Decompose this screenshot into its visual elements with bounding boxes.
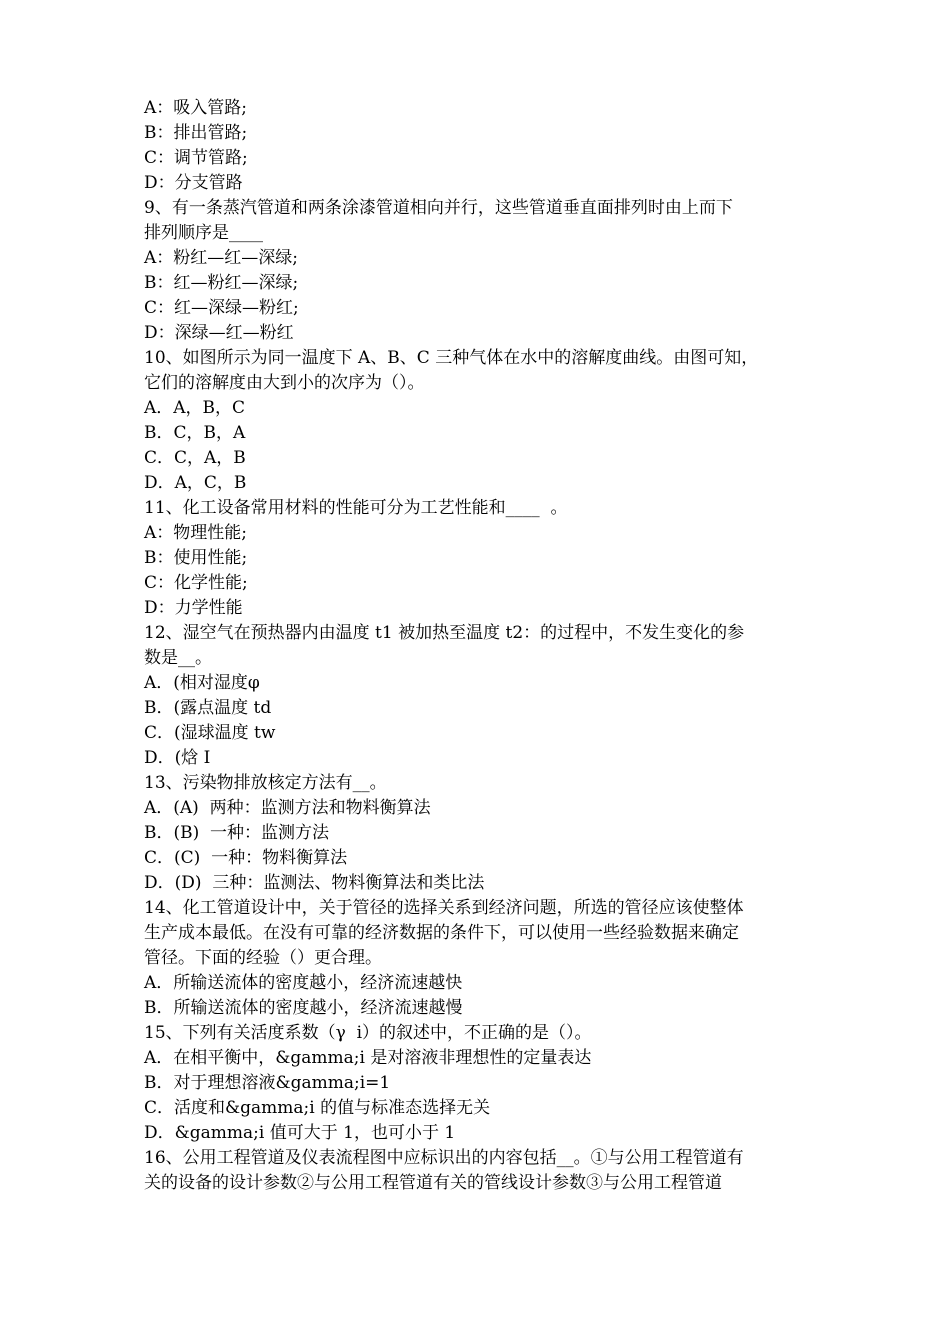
- question-text: [144, 496, 812, 521]
- question-line: 生产成本最低。在没有可靠的经济数据的条件下，可以使用一些经验数据来确定: [144, 923, 739, 943]
- option-b: B．C，B，A: [144, 423, 246, 443]
- option-d: D：深绿—红—粉红: [144, 323, 294, 343]
- question-13: [144, 771, 812, 896]
- option-d: D．(D) 三种：监测法、物料衡算法和类比法: [144, 873, 485, 893]
- question-line: 关的设备的设计参数②与公用工程管道有关的管线设计参数③与公用工程管道: [144, 1173, 722, 1193]
- document-page: [144, 96, 812, 1196]
- question-line: 10、如图所示为同一温度下 A、B、C 三种气体在水中的溶解度曲线。由图可知，: [144, 348, 759, 368]
- option-d: D：分支管路: [144, 173, 243, 193]
- option-b: B．所输送流体的密度越小，经济流速越慢: [144, 998, 463, 1018]
- option-b: B．(B) 一种：监测方法: [144, 823, 330, 843]
- question-line: 数是__。: [144, 648, 212, 668]
- question-15: [144, 1021, 812, 1146]
- option-d: D．&gamma;i 值可大于 1，也可小于 1: [144, 1123, 456, 1143]
- option-c: C．(湿球温度 tw: [144, 723, 276, 743]
- option-c: C：红—深绿—粉红;: [144, 298, 299, 318]
- option-a: A：粉红—红—深绿;: [144, 248, 299, 268]
- option-a: A：物理性能;: [144, 523, 248, 543]
- option-c: C：调节管路;: [144, 148, 248, 168]
- question-text: [144, 1146, 812, 1196]
- question-line: 11、化工设备常用材料的性能可分为工艺性能和____ 。: [144, 498, 568, 518]
- question-text: [144, 1021, 812, 1046]
- question-line: 它们的溶解度由大到小的次序为（）。: [144, 373, 425, 393]
- option-d: D：力学性能: [144, 598, 243, 618]
- question-line: 15、下列有关活度系数（γ i）的叙述中，不正确的是（）。: [144, 1023, 592, 1043]
- option-a: A．A，B，C: [144, 398, 246, 418]
- option-c: C．C，A，B: [144, 448, 246, 468]
- preceding-options: [144, 96, 812, 196]
- question-line: 13、污染物排放核定方法有__。: [144, 773, 387, 793]
- option-a: A．在相平衡中，&gamma;i 是对溶液非理想性的定量表达: [144, 1048, 592, 1068]
- question-11: [144, 496, 812, 621]
- question-text: [144, 771, 812, 796]
- option-d: D．(焓 I: [144, 748, 211, 768]
- question-line: 管径。下面的经验（）更合理。: [144, 948, 382, 968]
- option-c: C．(C) 一种：物料衡算法: [144, 848, 348, 868]
- option-a: A：吸入管路;: [144, 98, 248, 118]
- question-text: [144, 621, 812, 671]
- option-b: B：排出管路;: [144, 123, 248, 143]
- option-b: B：使用性能;: [144, 548, 248, 568]
- question-line: 12、湿空气在预热器内由温度 t1 被加热至温度 t2：的过程中，不发生变化的参: [144, 623, 745, 643]
- option-a: A．(A) 两种：监测方法和物料衡算法: [144, 798, 431, 818]
- question-text: [144, 896, 812, 971]
- question-10: [144, 346, 812, 496]
- question-12: [144, 621, 812, 771]
- option-b: B．对于理想溶液&gamma;i=1: [144, 1073, 391, 1093]
- option-d: D．A，C，B: [144, 473, 247, 493]
- question-line: 9、有一条蒸汽管道和两条涂漆管道相向并行，这些管道垂直面排列时由上而下: [144, 198, 733, 218]
- question-14: [144, 896, 812, 1021]
- question-line: 排列顺序是____: [144, 223, 263, 243]
- question-line: 14、化工管道设计中，关于管径的选择关系到经济问题，所选的管径应该使整体: [144, 898, 744, 918]
- option-a: A．所输送流体的密度越小，经济流速越快: [144, 973, 463, 993]
- question-9: [144, 196, 812, 346]
- option-c: C：化学性能;: [144, 573, 248, 593]
- option-a: A．(相对湿度φ: [144, 673, 260, 693]
- option-c: C．活度和&gamma;i 的值与标准态选择无关: [144, 1098, 491, 1118]
- option-b: B．(露点温度 td: [144, 698, 272, 718]
- question-line: 16、公用工程管道及仪表流程图中应标识出的内容包括__。①与公用工程管道有: [144, 1148, 744, 1168]
- option-b: B：红—粉红—深绿;: [144, 273, 299, 293]
- question-text: [144, 346, 812, 396]
- question-16: [144, 1146, 812, 1196]
- question-text: [144, 196, 812, 246]
